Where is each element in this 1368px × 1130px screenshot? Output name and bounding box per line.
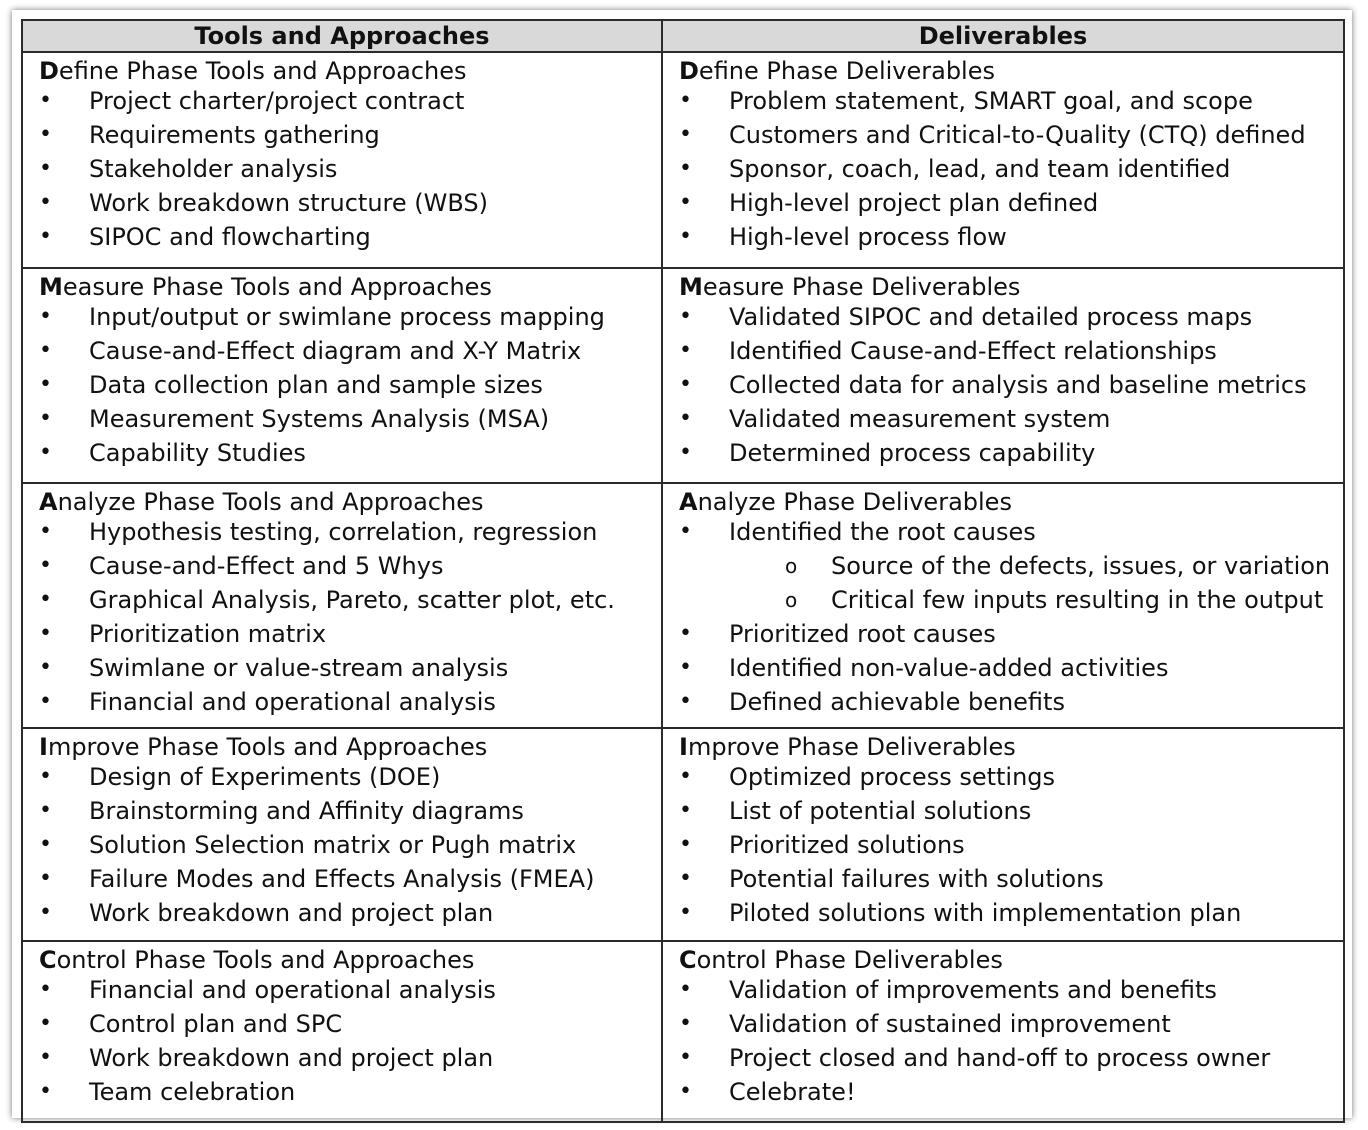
list-item: • Identified the root causes [679,518,1343,552]
list-item: • Prioritized solutions [679,831,1343,865]
analyze-tools-list [39,518,661,722]
define-tools-list [39,87,661,257]
list-item: • Stakeholder analysis [39,155,661,189]
list-item: • Work breakdown structure (WBS) [39,189,661,223]
list-item: • Optimized process settings [679,763,1343,797]
list-item: • Potential failures with solutions [679,865,1343,899]
header-tools: Tools and Approaches [22,20,662,52]
list-item: • Validated SIPOC and detailed process maps [679,303,1343,337]
analyze-deliverables-title: Analyze Phase Deliverables [679,488,1012,516]
improve-tools-cell [22,728,662,941]
define-tools-cell [22,52,662,268]
list-item: • Validation of improvements and benefits [679,976,1343,1010]
analyze-tools-title: Analyze Phase Tools and Approaches [39,488,484,516]
control-tools-list [39,976,661,1112]
analyze-deliverables-cell [662,483,1344,728]
list-item: • Requirements gathering [39,121,661,155]
list-item: • Validation of sustained improvement [679,1010,1343,1044]
define-row [22,52,1344,268]
measure-row [22,268,1344,483]
list-item: • Prioritized root causes [679,620,1343,654]
list-item: • Celebrate! [679,1078,1343,1112]
list-item: • Customers and Critical-to-Quality (CTQ) defined [679,121,1343,155]
list-item: • High-level project plan defined [679,189,1343,223]
control-row [22,941,1344,1122]
control-deliverables-title: Control Phase Deliverables [679,946,1003,974]
list-item: • Identified non-value-added activities [679,654,1343,688]
measure-deliverables-cell [662,268,1344,483]
measure-tools-cell [22,268,662,483]
sub-list-item: o Critical few inputs resulting in the output [679,586,1343,620]
define-deliverables-list [679,87,1343,257]
list-item: • Prioritization matrix [39,620,661,654]
define-deliverables-title: Define Phase Deliverables [679,57,995,85]
list-item: • Input/output or swimlane process mapping [39,303,661,337]
list-item: • Data collection plan and sample sizes [39,371,661,405]
list-item: • Project charter/project contract [39,87,661,121]
list-item: • Hypothesis testing, correlation, regression [39,518,661,552]
list-item: • Graphical Analysis, Pareto, scatter plot, etc. [39,586,661,620]
list-item: • Work breakdown and project plan [39,1044,661,1078]
improve-deliverables-title: Improve Phase Deliverables [679,733,1016,761]
control-deliverables-cell [662,941,1344,1122]
list-item: • Brainstorming and Affinity diagrams [39,797,661,831]
control-tools-cell [22,941,662,1122]
list-item: • Piloted solutions with implementation plan [679,899,1343,933]
list-item: • Cause-and-Effect and 5 Whys [39,552,661,586]
list-item: • Swimlane or value-stream analysis [39,654,661,688]
list-item: • Validated measurement system [679,405,1343,439]
list-item: • Project closed and hand-off to process owner [679,1044,1343,1078]
analyze-tools-cell [22,483,662,728]
list-item: • Control plan and SPC [39,1010,661,1044]
define-tools-title: Define Phase Tools and Approaches [39,57,467,85]
list-item: • Work breakdown and project plan [39,899,661,933]
measure-deliverables-title: Measure Phase Deliverables [679,273,1021,301]
list-item: • Capability Studies [39,439,661,473]
table-frame [12,10,1352,1118]
control-tools-title: Control Phase Tools and Approaches [39,946,475,974]
list-item: • Sponsor, coach, lead, and team identified [679,155,1343,189]
list-item: • Measurement Systems Analysis (MSA) [39,405,661,439]
list-item: • Identified Cause-and-Effect relationships [679,337,1343,371]
dmaic-table [21,19,1345,1123]
list-item: • Solution Selection matrix or Pugh matrix [39,831,661,865]
measure-tools-list [39,303,661,473]
sub-list-item: o Source of the defects, issues, or variation [679,552,1343,586]
improve-deliverables-list [679,763,1343,933]
analyze-row [22,483,1344,728]
list-item: • Cause-and-Effect diagram and X-Y Matrix [39,337,661,371]
improve-tools-list [39,763,661,933]
measure-tools-title: Measure Phase Tools and Approaches [39,273,492,301]
list-item: • SIPOC and flowcharting [39,223,661,257]
list-item: • Team celebration [39,1078,661,1112]
header-row [22,20,1344,52]
analyze-deliverables-list [679,518,1343,722]
improve-row [22,728,1344,941]
list-item: • High-level process flow [679,223,1343,257]
list-item: • Collected data for analysis and baseline metrics [679,371,1343,405]
list-item: • Problem statement, SMART goal, and scope [679,87,1343,121]
header-deliverables: Deliverables [662,20,1344,52]
list-item: • Failure Modes and Effects Analysis (FMEA) [39,865,661,899]
improve-deliverables-cell [662,728,1344,941]
define-deliverables-cell [662,52,1344,268]
list-item: • Determined process capability [679,439,1343,473]
measure-deliverables-list [679,303,1343,473]
list-item: • Design of Experiments (DOE) [39,763,661,797]
improve-tools-title: Improve Phase Tools and Approaches [39,733,488,761]
list-item: • Financial and operational analysis [39,688,661,722]
list-item: • List of potential solutions [679,797,1343,831]
list-item: • Defined achievable benefits [679,688,1343,722]
list-item: • Financial and operational analysis [39,976,661,1010]
control-deliverables-list [679,976,1343,1112]
